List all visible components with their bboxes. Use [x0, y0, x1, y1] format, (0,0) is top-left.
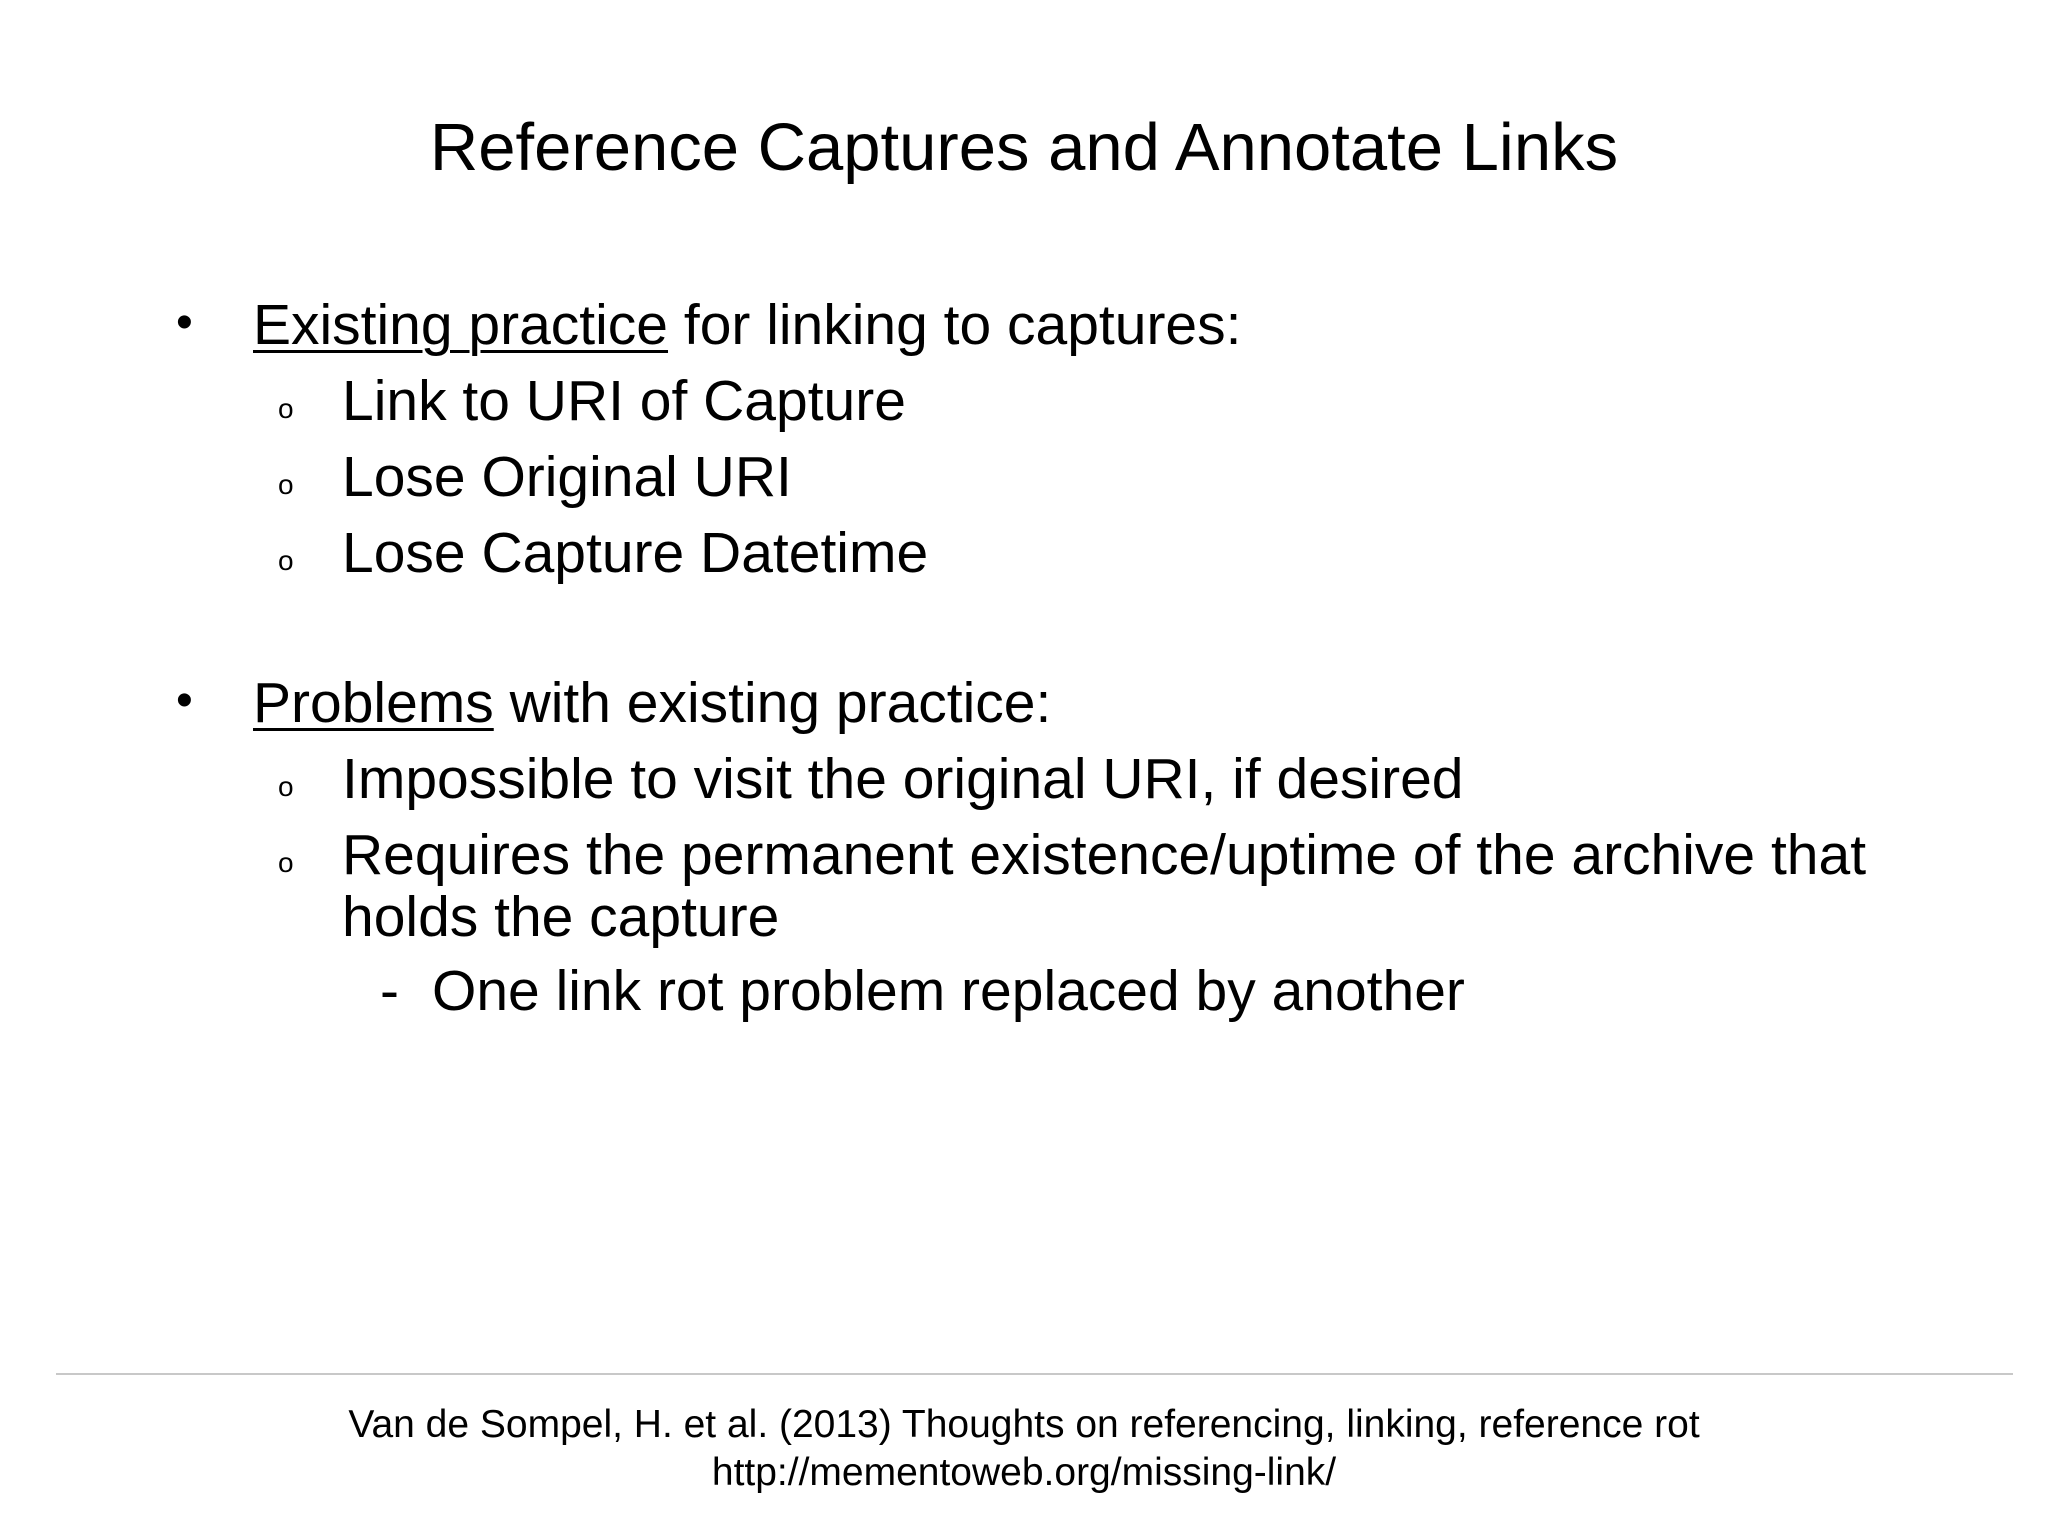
- footer-citation: Van de Sompel, H. et al. (2013) Thoughts on referencing, linking, reference rot: [348, 1403, 1700, 1446]
- bullet-marker: •: [176, 296, 193, 349]
- bullet-marker: •: [176, 674, 193, 727]
- footer-url[interactable]: http://mementoweb.org/missing-link/: [711, 1451, 1337, 1494]
- sub-bullet-marker: o: [278, 771, 294, 802]
- sub-item-lose-capture-datetime: Lose Capture Datetime: [342, 521, 929, 585]
- sub-item-lose-original-uri: Lose Original URI: [342, 445, 792, 509]
- sub-sub-item-link-rot: One link rot problem replaced by another: [432, 959, 1465, 1023]
- footer-divider: [56, 1373, 2013, 1375]
- sub-bullet-marker: o: [278, 847, 294, 878]
- bullet-text: with existing practice:: [493, 671, 1052, 735]
- slide-title: Reference Captures and Annotate Links: [429, 110, 1619, 185]
- sub-bullet-marker: o: [278, 545, 294, 576]
- bullet-text: for linking to captures:: [668, 293, 1242, 357]
- bullet-existing-practice: [253, 292, 1241, 358]
- underlined-term: Existing practice: [253, 293, 669, 357]
- underlined-term: Problems: [253, 671, 494, 735]
- sub-item-requires-permanent-existence-cont: holds the capture: [342, 885, 780, 949]
- sub-item-requires-permanent-existence: Requires the permanent existence/uptime of the archive that: [342, 823, 1867, 887]
- sub-item-link-to-uri: Link to URI of Capture: [342, 369, 906, 433]
- dash-marker: -: [380, 959, 399, 1023]
- sub-bullet-marker: o: [278, 469, 294, 500]
- sub-bullet-marker: o: [278, 393, 294, 424]
- bullet-problems: [253, 670, 1051, 736]
- sub-item-impossible-to-visit: Impossible to visit the original URI, if desired: [342, 747, 1464, 811]
